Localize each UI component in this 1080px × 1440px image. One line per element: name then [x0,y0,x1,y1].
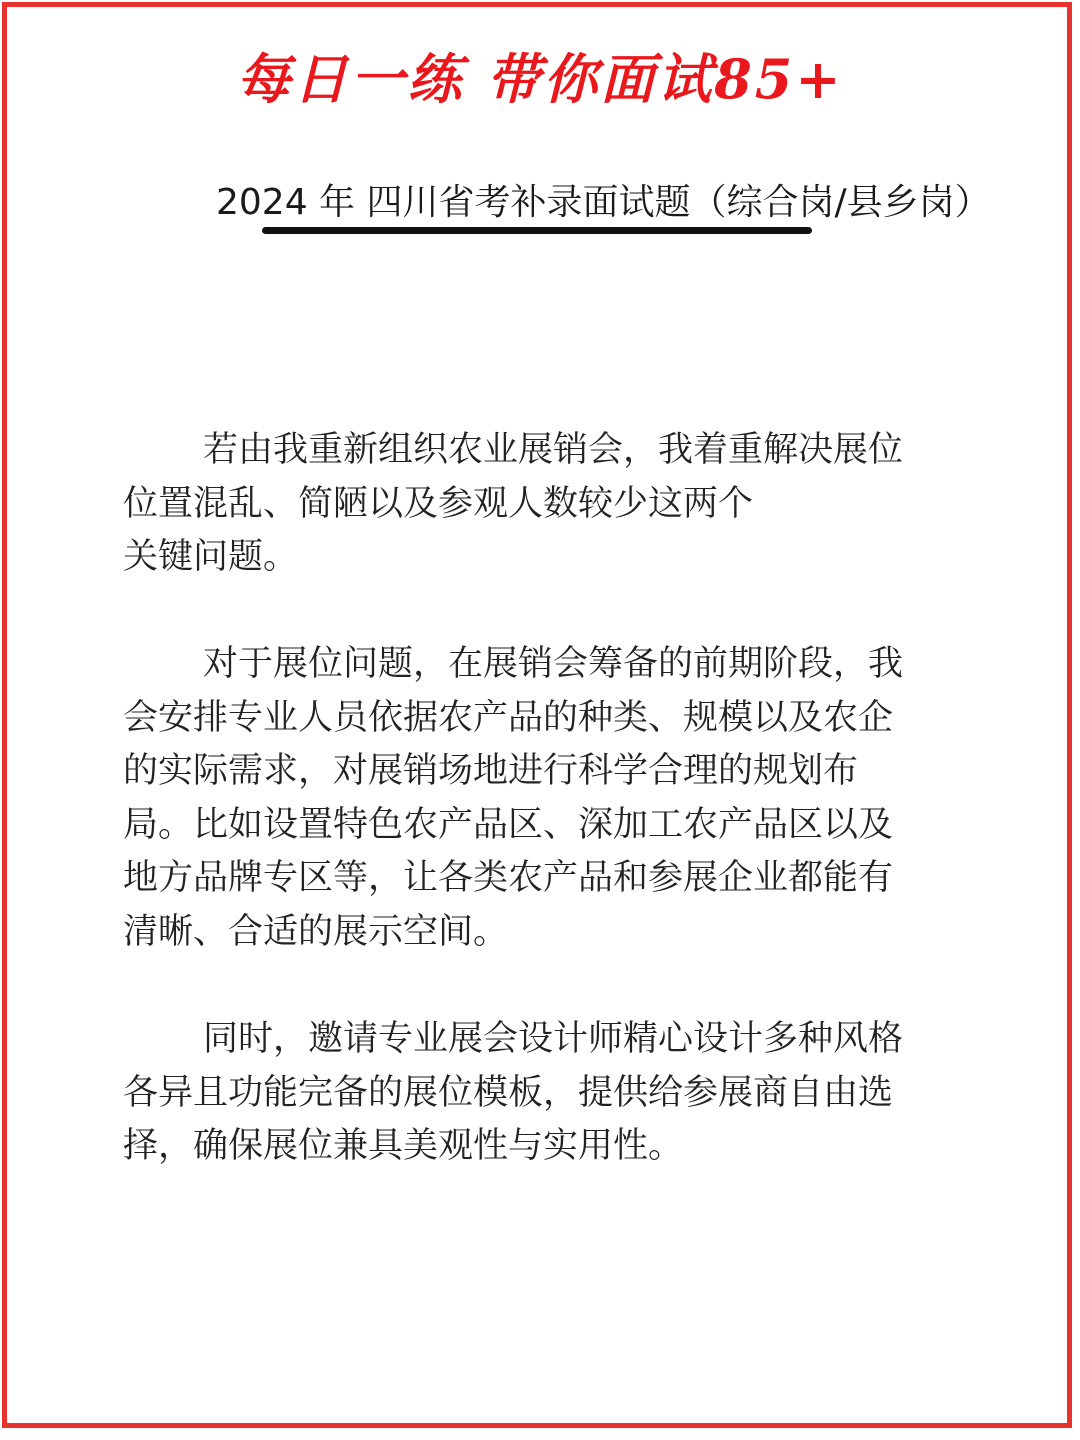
paragraph-line: 关键问题。 [123,537,299,577]
paragraph-line: 择，确保展位兼具美观性与实用性。 [123,1126,684,1166]
paragraph-line: 各异且功能完备的展位模板，提供给参展商自由选 [123,1072,894,1113]
paragraph-line: 同时，邀请专业展会设计师精心设计多种风格 [203,1019,904,1059]
page-title: 2024 年 四川省考补录面试题（综合岗/县乡岗） [216,182,991,223]
banner-title: 每日一练 带你面试85+ [236,47,844,111]
paragraph-1 [123,424,963,585]
title-underline [262,227,812,234]
paragraph-2 [123,638,963,959]
paragraph-line: 清晰、合适的展示空间。 [123,911,509,952]
paragraph-line: 若由我重新组织农业展销会，我着重解决展位 [203,430,904,470]
paragraph-line: 地方品牌专区等，让各类农产品和参展企业都能有 [123,858,894,898]
paragraph-line: 的实际需求，对展销场地进行科学合理的规划布 [123,751,859,791]
paragraph-line: 对于展位问题，在展销会筹备的前期阶段，我 [203,644,904,684]
paragraph-line: 位置混乱、简陋以及参观人数较少这两个 [123,483,754,524]
paragraph-3 [123,1013,963,1174]
paragraph-line: 会安排专业人员依据农产品的种类、规模以及农企 [123,697,894,738]
paragraph-line: 局。比如设置特色农产品区、深加工农产品区以及 [123,804,894,845]
